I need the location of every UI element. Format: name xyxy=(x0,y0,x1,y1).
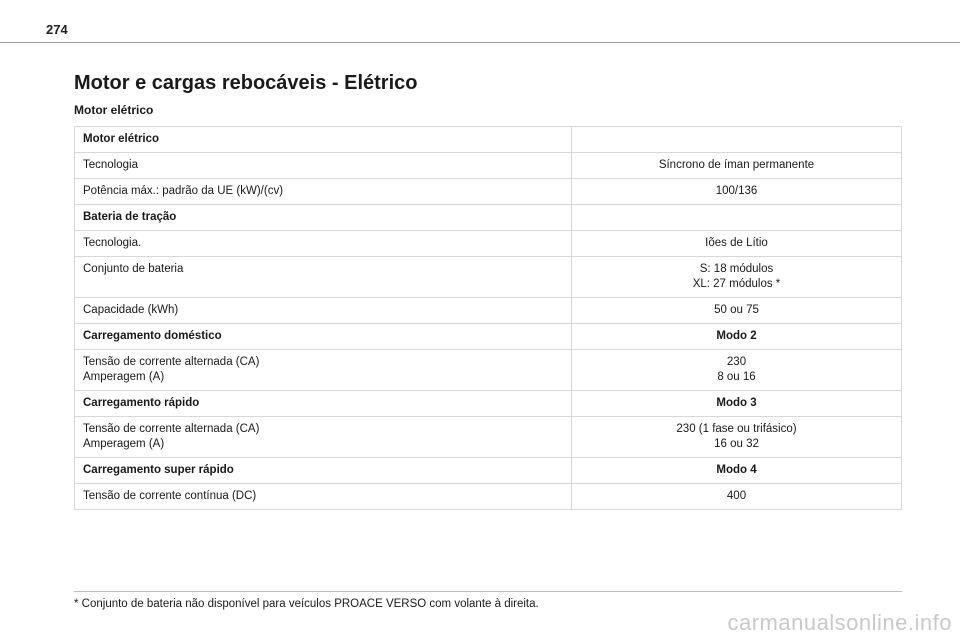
table-row xyxy=(75,257,902,298)
cell-value xyxy=(572,350,902,391)
table-row xyxy=(75,350,902,391)
cell-value xyxy=(572,231,902,257)
table-section-row xyxy=(75,458,902,484)
cell-label-line: Tensão de corrente alternada (CA) xyxy=(83,356,260,368)
footnote: * Conjunto de bateria não disponível para veículos PROACE VERSO com volante à direita. xyxy=(74,598,539,610)
cell-label-line: Tecnologia. xyxy=(83,237,142,249)
table-row xyxy=(75,484,902,510)
cell-label-line: Carregamento super rápido xyxy=(83,464,234,476)
table-section-row xyxy=(75,127,902,153)
cell-label xyxy=(75,350,572,391)
cell-label xyxy=(75,257,572,298)
table-section-row xyxy=(75,205,902,231)
cell-value xyxy=(572,127,902,153)
header-divider xyxy=(0,42,960,43)
spec-table-body xyxy=(75,127,902,510)
cell-value xyxy=(572,458,902,484)
cell-value-line: S: 18 módulos xyxy=(699,263,774,275)
table-row xyxy=(75,153,902,179)
cell-value xyxy=(572,324,902,350)
cell-value-line: XL: 27 módulos * xyxy=(692,278,781,290)
cell-label xyxy=(75,324,572,350)
cell-value xyxy=(572,257,902,298)
cell-value-line: 230 (1 fase ou trifásico) xyxy=(676,423,797,435)
cell-value-line: 400 xyxy=(726,490,747,502)
cell-value xyxy=(572,298,902,324)
cell-label-line: Tecnologia xyxy=(83,159,138,171)
cell-value xyxy=(572,153,902,179)
spec-table xyxy=(74,126,902,510)
cell-label xyxy=(75,458,572,484)
page-number: 274 xyxy=(46,22,68,37)
cell-label xyxy=(75,179,572,205)
cell-label-line: Amperagem (A) xyxy=(83,438,165,450)
table-row xyxy=(75,231,902,257)
cell-label-line: Tensão de corrente alternada (CA) xyxy=(83,423,260,435)
cell-value-line: 8 ou 16 xyxy=(717,371,756,383)
cell-value-line: Modo 4 xyxy=(716,464,757,476)
cell-label xyxy=(75,484,572,510)
cell-label xyxy=(75,298,572,324)
cell-value xyxy=(572,179,902,205)
watermark: carmanualsonline.info xyxy=(727,610,952,635)
cell-label-line: Capacidade (kWh) xyxy=(83,304,179,316)
cell-label-line: Potência máx.: padrão da UE (kW)/(cv) xyxy=(83,185,284,197)
cell-label xyxy=(75,205,572,231)
cell-value-line: Modo 2 xyxy=(716,330,757,342)
cell-value xyxy=(572,391,902,417)
cell-value-line: 50 ou 75 xyxy=(714,304,759,316)
section-heading: Motor elétrico xyxy=(74,103,154,117)
table-row xyxy=(75,417,902,458)
table-row xyxy=(75,298,902,324)
cell-label xyxy=(75,153,572,179)
cell-value xyxy=(572,205,902,231)
cell-label-line: Motor elétrico xyxy=(83,133,160,145)
table-section-row xyxy=(75,391,902,417)
page-title: Motor e cargas rebocáveis - Elétrico xyxy=(74,72,418,94)
cell-label xyxy=(75,127,572,153)
cell-value-line: 16 ou 32 xyxy=(714,438,759,450)
cell-label xyxy=(75,417,572,458)
cell-label-line: Amperagem (A) xyxy=(83,371,165,383)
cell-label-line: Conjunto de bateria xyxy=(83,263,184,275)
cell-value-line: 230 xyxy=(726,356,747,368)
cell-label-line: Carregamento doméstico xyxy=(83,330,222,342)
cell-label xyxy=(75,231,572,257)
table-section-row xyxy=(75,324,902,350)
table-row xyxy=(75,179,902,205)
cell-label-line: Carregamento rápido xyxy=(83,397,200,409)
cell-value xyxy=(572,417,902,458)
cell-value-line: Modo 3 xyxy=(716,397,757,409)
cell-value-line: Iões de Lítio xyxy=(705,237,768,249)
cell-value xyxy=(572,484,902,510)
cell-label-line: Tensão de corrente contínua (DC) xyxy=(83,490,257,502)
cell-label xyxy=(75,391,572,417)
cell-value-line: Síncrono de íman permanente xyxy=(658,159,815,171)
cell-value-line: 100/136 xyxy=(715,185,758,197)
cell-label-line: Bateria de tração xyxy=(83,211,177,223)
footnote-divider xyxy=(74,591,902,592)
